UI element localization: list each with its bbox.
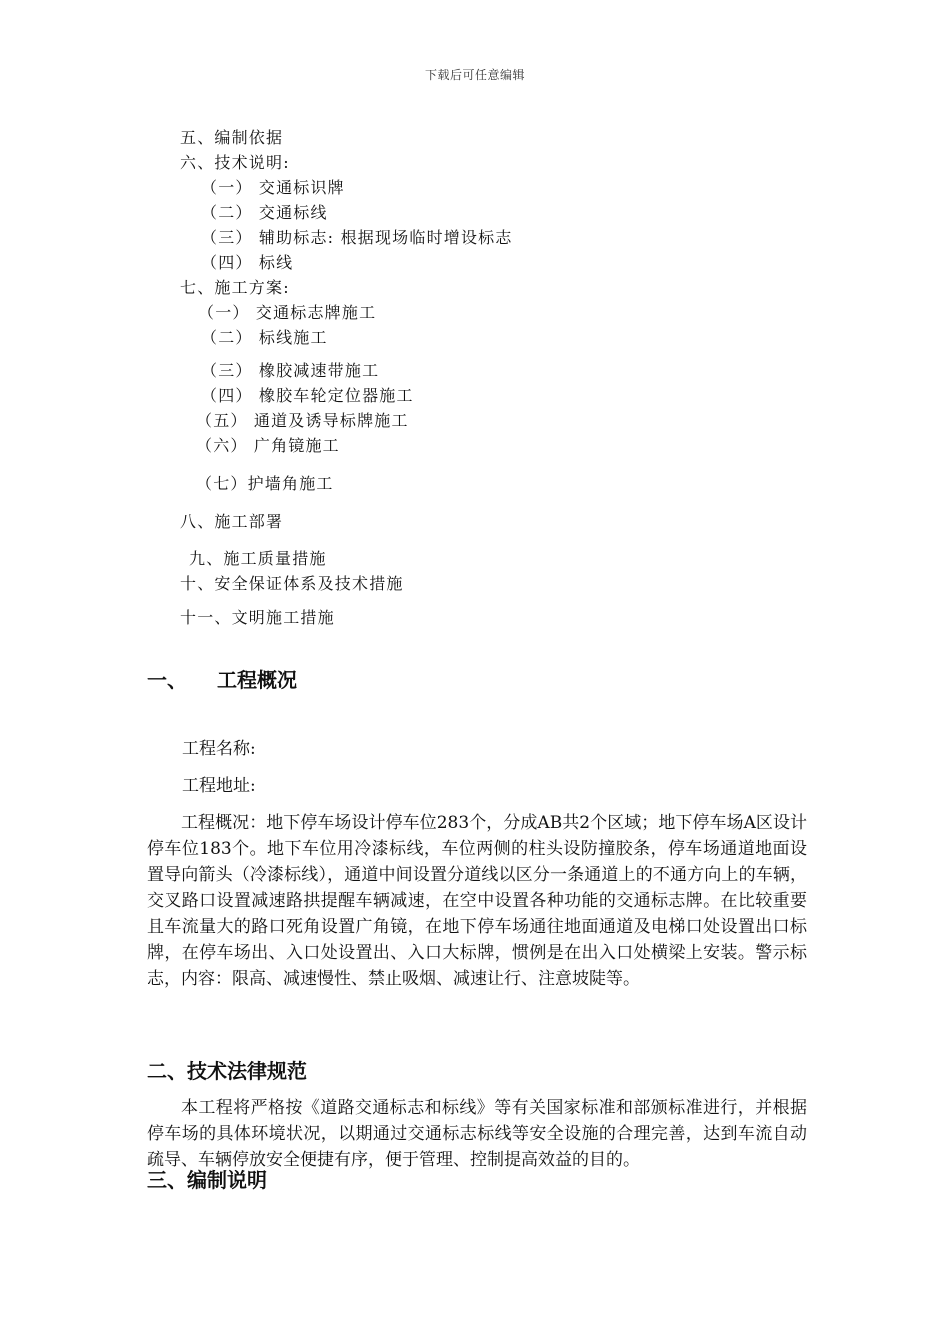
toc-item: （一） 交通标志牌施工 xyxy=(198,303,377,322)
overview-paragraph: 工程概况：地下停车场设计停车位283个，分成AB共2个区域；地下停车场A区设计停车位183个。地下车位用冷漆标线，车位两侧的柱头设防撞胶条，停车场通道地面设置导向箭头（冷漆标线），通道中间设置分道线以区分一条通道上的不通方向上的车辆，交叉路口设置减速路拱提醒车辆减速，在空中设置各种功能的交通标志牌。在比较重要且车流量大的路口死角设置广角镜，在地下停车场通往地面通道及电梯口处设置出口标牌，在停车场出、入口处设置出、入口大标牌，惯例是在出入口处横梁上安装。警示标志，内容：限高、减速慢性、禁止吸烟、减速让行、注意坡陡等。 xyxy=(147,813,807,989)
toc-item: （四） 橡胶车轮定位器施工 xyxy=(201,386,414,405)
section-heading-overview xyxy=(147,667,297,693)
toc-item: （四） 标线 xyxy=(201,253,294,272)
toc-item: 十一、文明施工措施 xyxy=(180,608,335,627)
toc-item: （六） 广角镜施工 xyxy=(196,436,340,455)
table-of-contents xyxy=(0,0,950,640)
toc-item: 七、施工方案: xyxy=(180,278,290,297)
toc-item: （三） 橡胶减速带施工 xyxy=(201,361,380,380)
toc-item: （一） 交通标识牌 xyxy=(201,178,345,197)
toc-item: （二） 交通标线 xyxy=(201,203,328,222)
project-address-label: 工程地址: xyxy=(182,776,256,796)
toc-item: 十、安全保证体系及技术措施 xyxy=(180,574,404,593)
toc-item: 六、技术说明: xyxy=(180,153,290,172)
section-heading-compile: 三、编制说明 xyxy=(147,1168,267,1192)
law-paragraph: 本工程将严格按《道路交通标志和标线》等有关国家标准和部颁标准进行，并根据停车场的具体环境状况，以期通过交通标志标线等安全设施的合理完善，达到车流自动疏导、车辆停放安全便捷有序，便于管理、控制提高效益的目的。 xyxy=(147,1098,807,1170)
toc-item: （五） 通道及诱导标牌施工 xyxy=(196,411,409,430)
project-name-label: 工程名称: xyxy=(182,739,256,759)
toc-item: （七）护墙角施工 xyxy=(196,474,334,493)
section-heading-law: 二、技术法律规范 xyxy=(147,1059,307,1083)
toc-item: 九、施工质量措施 xyxy=(189,549,327,568)
section-title-text: 工程概况 xyxy=(217,668,297,692)
toc-item: 五、编制依据 xyxy=(180,128,284,147)
section-number: 一、 xyxy=(147,668,187,692)
toc-item: 八、施工部署 xyxy=(180,512,284,531)
toc-item: （三） 辅助标志: 根据现场临时增设标志 xyxy=(201,228,513,247)
page-header: 下载后可任意编辑 xyxy=(424,68,525,82)
toc-item: （二） 标线施工 xyxy=(201,328,328,347)
